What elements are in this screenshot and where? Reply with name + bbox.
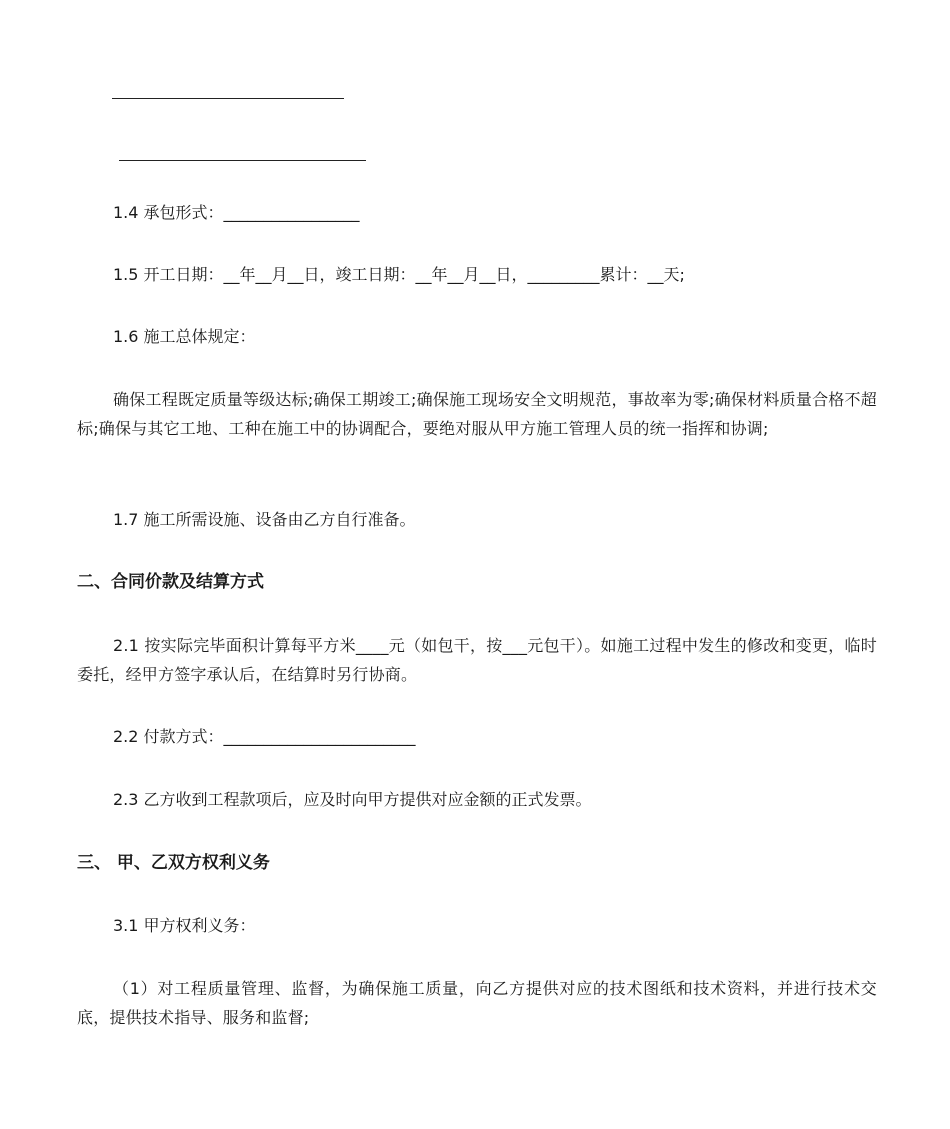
clause-1-4: 1.4 承包形式：_________________ bbox=[113, 203, 360, 222]
clause-1-6-body: 确保工程既定质量等级达标;确保工期竣工;确保施工现场安全文明规范，事故率为零;确保材料质量合格不超标;确保与其它工地、工种在施工中的协调配合，要绝对服从甲方施工管理人员的统一指挥和协调; bbox=[77, 390, 877, 438]
clause-1-7: 1.7 施工所需设施、设备由乙方自行准备。 bbox=[113, 510, 416, 529]
clause-2-2: 2.2 付款方式：________________________ bbox=[113, 727, 416, 746]
section-heading-2: 二、合同价款及结算方式 bbox=[77, 572, 264, 592]
clause-2-1: 2.1 按实际完毕面积计算每平方米____元（如包干，按___元包干）。如施工过程中发生的修改和变更，临时委托，经甲方签字承认后，在结算时另行协商。 bbox=[77, 636, 877, 684]
clause-3-1-1: （1）对工程质量管理、监督，为确保施工质量，向乙方提供对应的技术图纸和技术资料，并进行技术交底，提供技术指导、服务和监督; bbox=[77, 979, 877, 1027]
clause-1-6: 1.6 施工总体规定： bbox=[113, 327, 256, 346]
section-heading-3: 三、 甲、乙双方权利义务 bbox=[77, 853, 270, 873]
clause-1-5: 1.5 开工日期：__年__月__日，竣工日期：__年__月__日，_________累计：__天; bbox=[113, 265, 685, 284]
clause-2-3: 2.3 乙方收到工程款项后，应及时向甲方提供对应金额的正式发票。 bbox=[113, 790, 592, 809]
clause-3-1: 3.1 甲方权利义务： bbox=[113, 916, 256, 935]
blank-underline bbox=[112, 98, 344, 99]
blank-underline bbox=[119, 160, 366, 161]
